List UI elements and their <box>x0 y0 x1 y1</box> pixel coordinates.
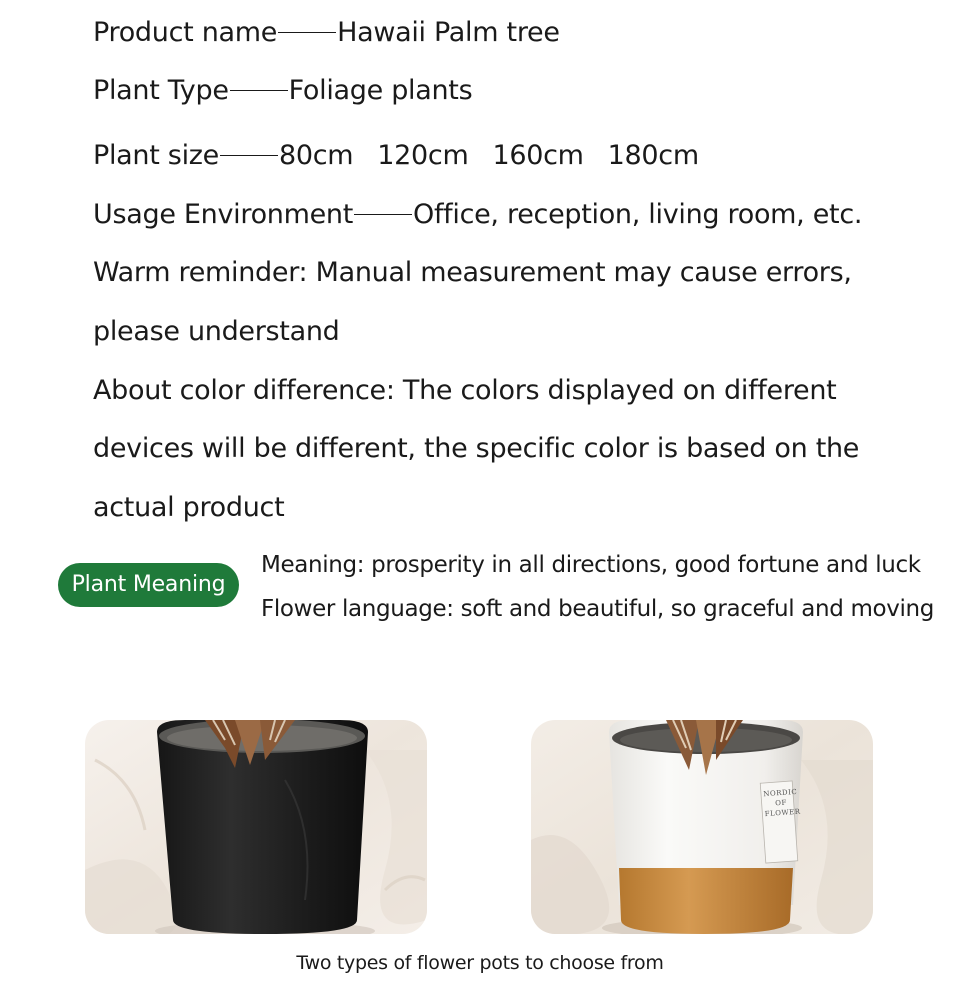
dash-separator <box>354 214 412 216</box>
spec-value: Foliage plants <box>288 75 473 106</box>
size-option: 160cm <box>492 140 584 171</box>
white-pot-photo <box>531 720 873 934</box>
spec-label: Plant Type <box>93 75 229 106</box>
flower-language-line: Flower language: soft and beautiful, so graceful and moving <box>261 596 935 622</box>
pot-label-word: OF <box>774 798 788 808</box>
size-option: 120cm <box>377 140 469 171</box>
color-note-line-1: About color difference: The colors displayed on different <box>93 375 837 406</box>
black-pot-photo <box>85 720 427 934</box>
dash-separator <box>278 32 336 34</box>
size-option: 180cm <box>607 140 699 171</box>
dash-separator <box>220 155 278 157</box>
spec-label: Usage Environment <box>93 199 354 230</box>
color-note-line-2: devices will be different, the specific color is based on the <box>93 433 860 464</box>
reminder-line-1: Warm reminder: Manual measurement may cause errors, <box>93 257 852 288</box>
spec-value: Hawaii Palm tree <box>337 17 560 48</box>
spec-product-name <box>93 16 560 50</box>
white-pot-illustration <box>531 720 873 934</box>
pot-label-word: NORDIC <box>763 787 798 799</box>
spec-label: Plant size <box>93 140 219 171</box>
meaning-line: Meaning: prosperity in all directions, good fortune and luck <box>261 552 921 578</box>
dash-separator <box>230 90 288 92</box>
color-note-line-3: actual product <box>93 492 285 523</box>
pots-caption: Two types of flower pots to choose from <box>296 952 664 974</box>
spec-usage-environment <box>93 198 862 232</box>
plant-meaning-badge: Plant Meaning <box>58 563 239 607</box>
spec-plant-size <box>93 139 699 173</box>
spec-plant-type <box>93 74 472 108</box>
pot-label-word: FLOWER <box>764 807 801 819</box>
reminder-line-2: please understand <box>93 316 340 347</box>
spec-label: Product name <box>93 17 278 48</box>
spec-value: Office, reception, living room, etc. <box>413 199 863 230</box>
black-pot-illustration <box>85 720 427 934</box>
pot-label <box>763 787 799 819</box>
size-option: 80cm <box>278 140 354 171</box>
